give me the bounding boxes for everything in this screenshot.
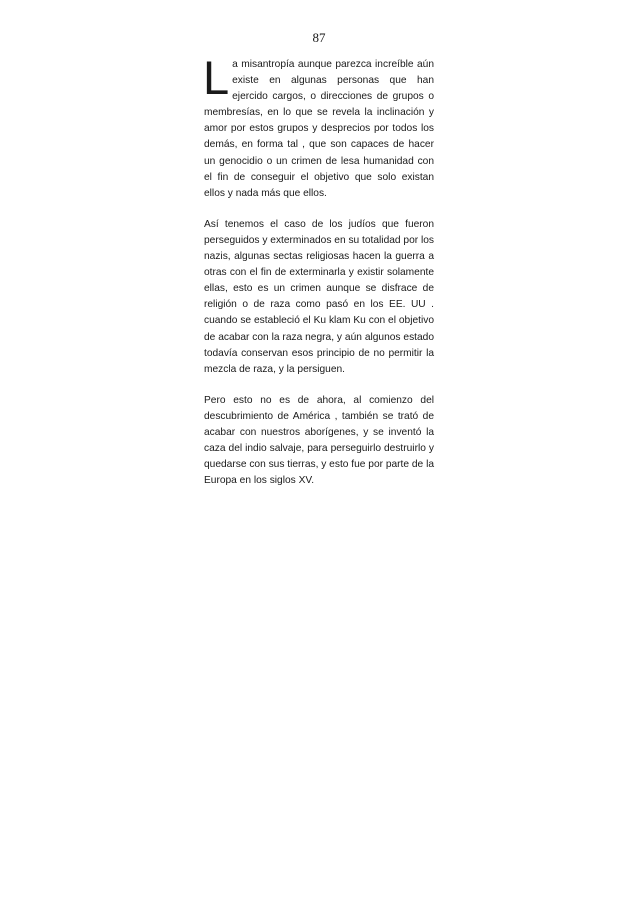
page-number: 87 — [312, 30, 326, 45]
paragraph-1 — [203, 51, 434, 202]
paragraph-2: Así tenemos el caso de los judíos que fueron perseguidos y exterminados en su totalidad por los nazis, algunas sectas religiosas hacen la guerra a otras con el fin de exterminarla y existir solamente ellas, esto es un crimen aunque se disfrace de religión o de raza como pasó en los EE. UU . cuando se estableció el Ku klam Ku con el objetivo de acabar con la raza negra, y aún algunos estado todavía conservan esos principio de no permitir la mezcla de raza, y la persiguen. — [204, 218, 434, 375]
body-text — [203, 51, 434, 504]
drop-cap: L — [203, 51, 230, 104]
paragraph-1-text: a misantropía aunque parezca increíble aún existe en algunas personas que han ejercido cargos, o direcciones de grupos o membresías, en lo que se revela la inclinación y amor por estos grupos y desprecios por todos los demás, en forma tal , que son capaces de hacer un genocidio o un crimen de lesa humanidad con el fin de conseguir el objetivo que solo existan ellos y nada más que ellos. — [204, 59, 434, 199]
paragraph-3: Pero esto no es de ahora, al comienzo del descubrimiento de América , también se trató de acabar con nuestros aborígenes, y se inventó la caza del indio salvaje, para perseguirlo destruirlo y quedarse con sus tierras, y esto fue por parte de la Europa en los siglos XV. — [204, 394, 434, 487]
